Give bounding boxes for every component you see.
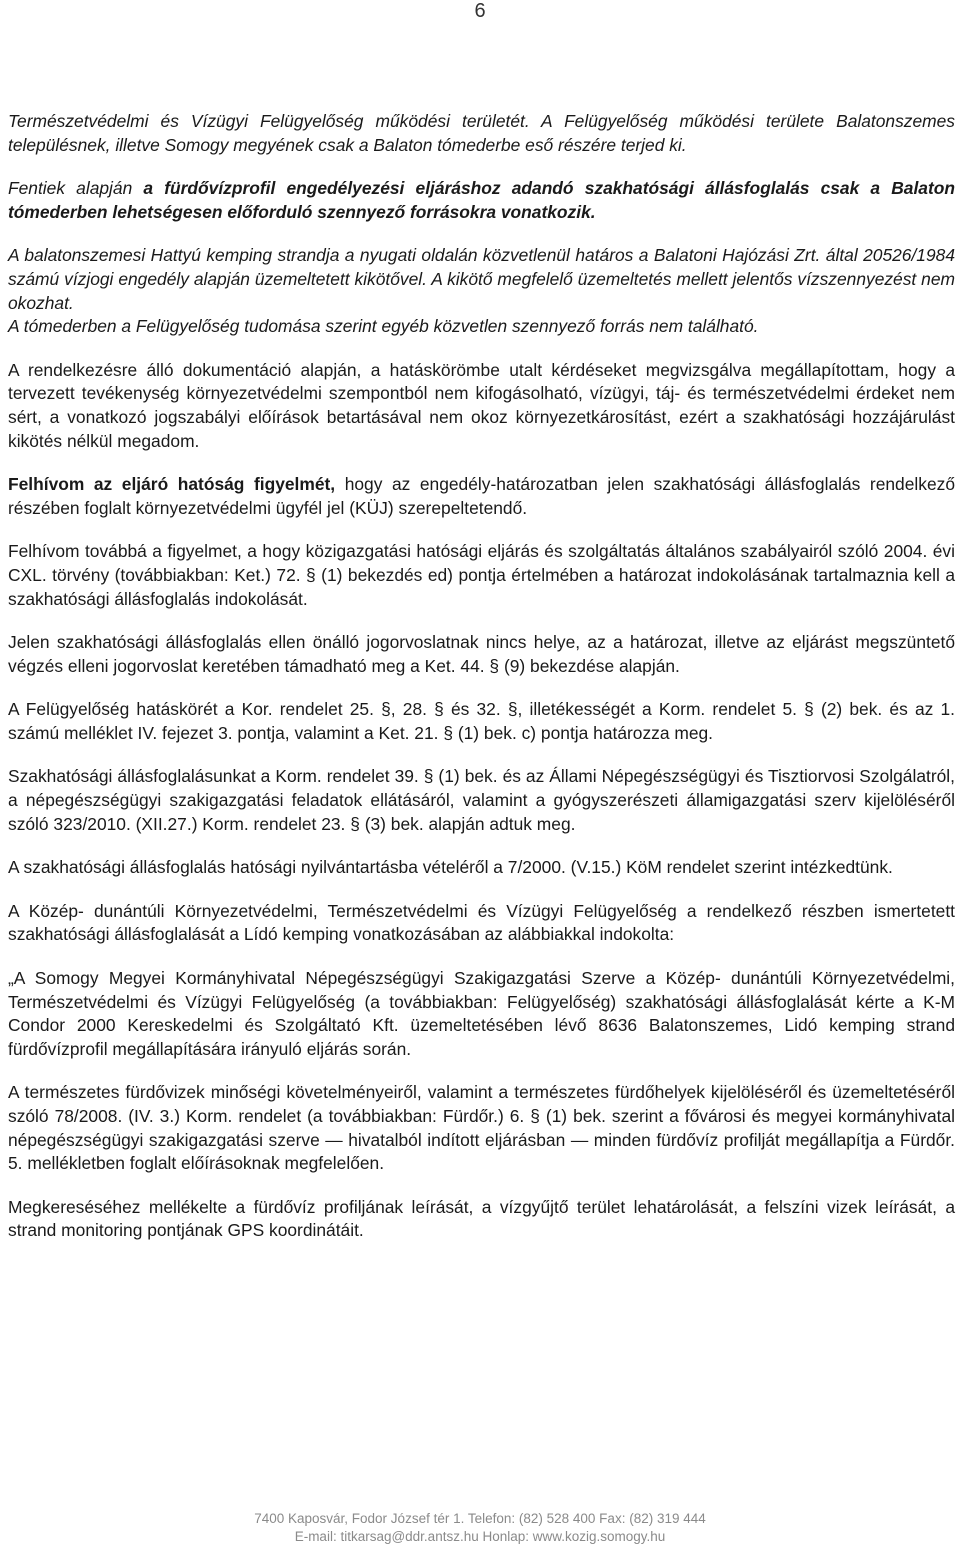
paragraph-13: A természetes fürdővizek minőségi követelményeiről, valamint a természetes fürdőhelyek kijelöléséről és üzemeltetéséről szóló 78/2008. (IV. 3.) Korm. rendelet (a továbbiakban: Fürdőr.) 6. § (1) bek. szerint a fővárosi és megyei kormányhivatal népegészségügyi szakigazgatási szerve — hivatalból indított eljárásban — minden fürdővíz profilját megállapítja a Fürdőr. 5. mellékletben foglalt előírásoknak megfelelően. bbox=[8, 1082, 955, 1174]
paragraph-14: Megkereséséhez mellékelte a fürdővíz profiljának leírását, a vízgyűjtő terület lehatárolását, a felszíni vizek leírását, a strand monitoring pontjának GPS koordinátáit. bbox=[8, 1196, 955, 1241]
page-number: 6 bbox=[474, 0, 486, 22]
paragraph-3b: A tómederben a Felügyelőség tudomása szerint egyéb közvetlen szennyező forrás nem található. bbox=[8, 316, 759, 337]
paragraph-2 bbox=[8, 177, 955, 224]
paragraph-5-bold: Felhívom az eljáró hatóság figyelmét, bbox=[8, 474, 336, 495]
paragraph-1: Természetvédelmi és Vízügyi Felügyelőség működési területét. A Felügyelőség működési területe Balatonszemes településnek, illetve Somogy megyének csak a Balaton tómederbe eső részére terjed ki. bbox=[8, 111, 955, 155]
document-body bbox=[8, 110, 955, 1263]
paragraph-4: A rendelkezésre álló dokumentáció alapján, a hatáskörömbe utalt kérdéseket megvizsgálva megállapítottam, hogy a tervezett tevékenység környezetvédelmi szempontból nem kifogásolható, vízügyi, táj- és természetvédelmi érdeket nem sért, a vonatkozó jogszabályi előírások betartásával nem okoz környezetkárosítást, ezért a szakhatósági hozzájárulást kikötés nélkül megadom. bbox=[8, 359, 955, 451]
paragraph-11: A Közép- dunántúli Környezetvédelmi, Természetvédelmi és Vízügyi Felügyelőség a rendelkező részben ismertetett szakhatósági állásfoglalását a Lídó kemping vonatkozásában az alábbiakkal indokolta: bbox=[8, 900, 955, 945]
paragraph-6: Felhívom továbbá a figyelmet, a hogy közigazgatási hatósági eljárás és szolgáltatás általános szabályairól szóló 2004. évi CXL. törvény (továbbiakban: Ket.) 72. § (1) bekezdés ed) pontja értelmében a határozat indokolásának tartalmaznia kell a szakhatósági állásfoglalás indokolását. bbox=[8, 541, 955, 609]
paragraph-12: „A Somogy Megyei Kormányhivatal Népegészségügyi Szakigazgatási Szerve a Közép- dunántúli Környezetvédelmi, Természetvédelmi és Vízügyi Felügyelőség (a továbbiakban: Felügyelőség) szakhatósági állásfoglalását kérte a K-M Condor 2000 Kereskedelmi és Szolgáltató Kft. üzemeltetésében lévő 8636 Balatonszemes, Lidó kemping strand fürdővízprofil megállapítására irányuló eljárás során. bbox=[8, 968, 955, 1059]
paragraph-7: Jelen szakhatósági állásfoglalás ellen önálló jogorvoslatnak nincs helye, az a határozat, illetve az eljárást megszüntető végzés elleni jogorvoslat keretében támadható meg a Ket. 44. § (9) bekezdése alapján. bbox=[8, 632, 955, 676]
paragraph-10: A szakhatósági állásfoglalás hatósági nyilvántartásba vételéről a 7/2000. (V.15.) KöM rendelet szerint intézkedtünk. bbox=[8, 857, 893, 878]
paragraph-3: A balatonszemesi Hattyú kemping strandja a nyugati oldalán közvetlenül határos a Balatoni Hajózási Zrt. által 20526/1984 számú vízjogi engedély alapján üzemeltetett kikötővel. A kikötő megfelelő üzemeltetés mellett jelentős vízszennyezést nem okozhat. bbox=[8, 245, 955, 313]
paragraph-2-intro: Fentiek alapján bbox=[8, 178, 144, 199]
paragraph-9: Szakhatósági állásfoglalásunkat a Korm. rendelet 39. § (1) bek. és az Állami Népegészségügyi és Tisztiorvosi Szolgálatról, a népegészségügyi szakigazgatási feladatok ellátásáról, valamint a gyógyszerészeti államigazgatási szerv kijelöléséről szóló 323/2010. (XII.27.) Korm. rendelet 23. § (3) bek. alapján adtuk meg. bbox=[8, 766, 955, 834]
footer-contact: E-mail: titkarsag@ddr.antsz.hu Honlap: www.kozig.somogy.hu bbox=[294, 1529, 666, 1544]
paragraph-2-emphasis: a fürdővízprofil engedélyezési eljáráshoz adandó szakhatósági állásfoglalás csak a Balaton tómederben lehetségesen előforduló szennyező forrásokra vonatkozik. bbox=[8, 178, 956, 222]
footer-address: 7400 Kaposvár, Fodor József tér 1. Telefon: (82) 528 400 Fax: (82) 319 444 bbox=[254, 1511, 706, 1526]
paragraph-5 bbox=[8, 473, 955, 520]
paragraph-8: A Felügyelőség hatáskörét a Kor. rendelet 25. §, 28. § és 32. §, illetékességét a Korm. rendelet 5. § (2) bek. és az 1. számú melléklet IV. fejezet 3. pontja, valamint a Ket. 21. § (1) bek. c) pontja határozza meg. bbox=[8, 699, 955, 743]
paragraph-5-rest: hogy az engedély-határozatban jelen szakhatósági állásfoglalás rendelkező részében foglalt környezetvédelmi ügyfél jel (KÜJ) szerepeltetendő. bbox=[8, 474, 955, 518]
